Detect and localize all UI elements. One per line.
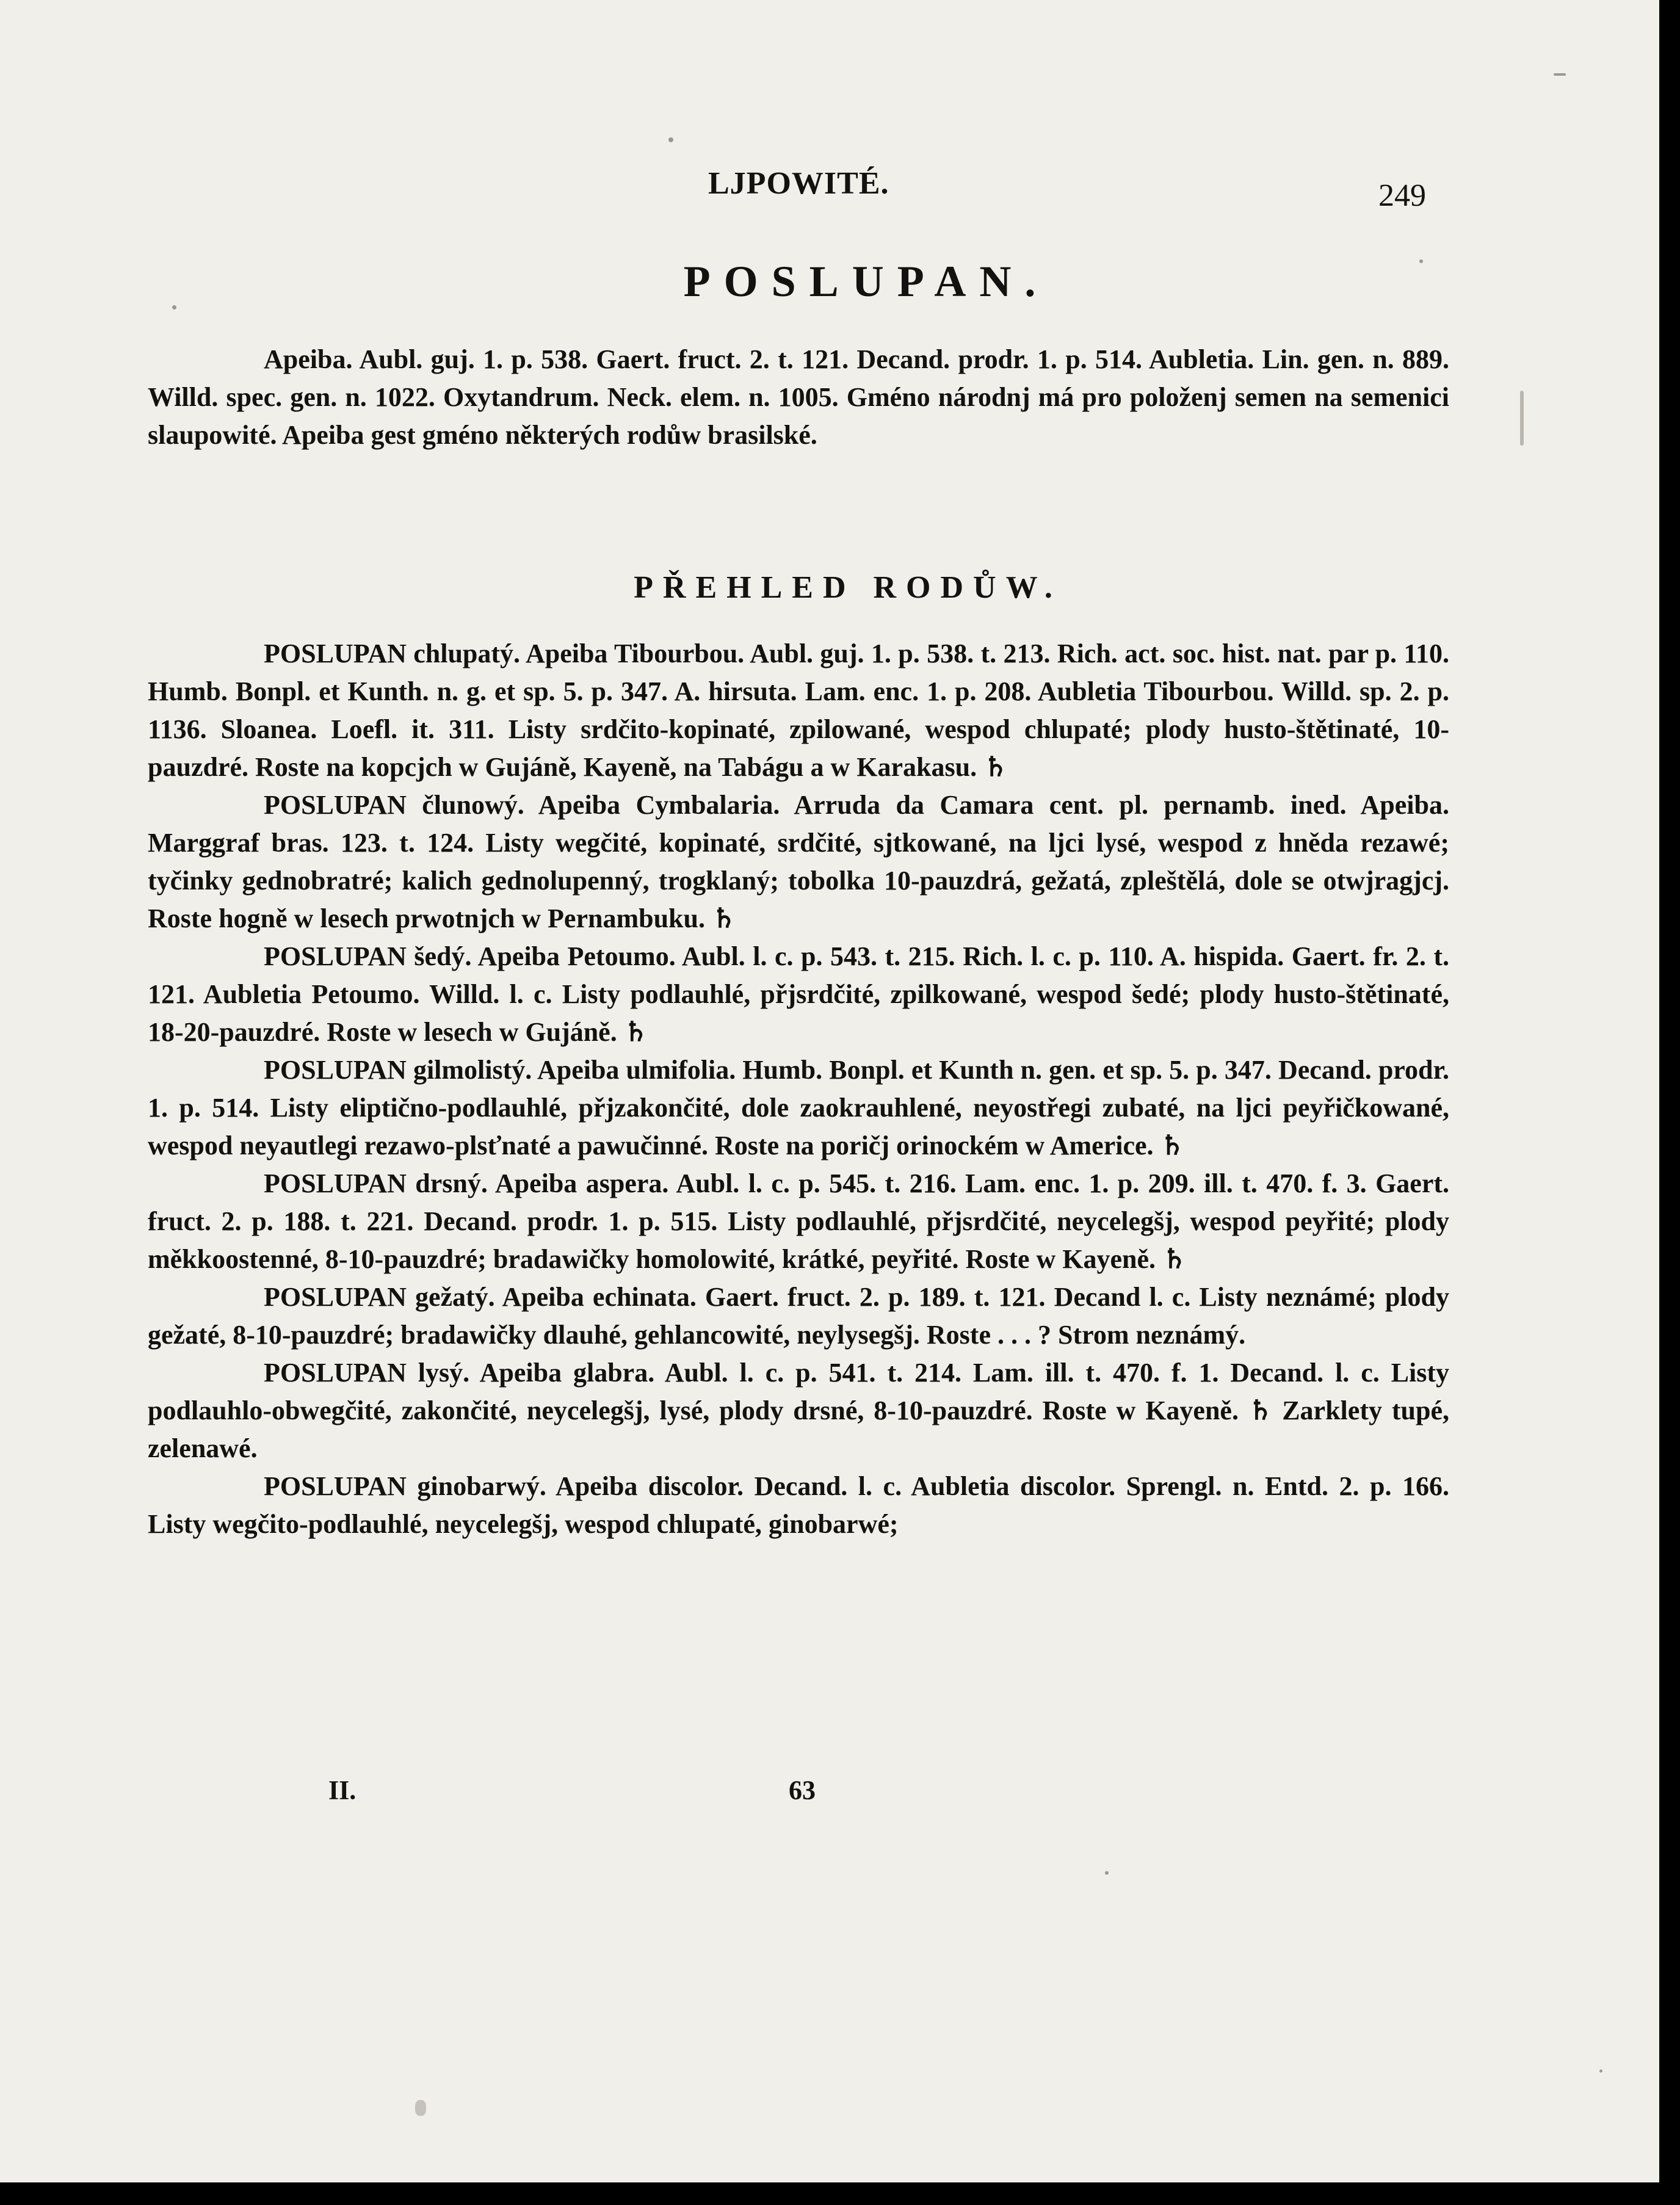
species-entry: POSLUPAN gežatý. Apeiba echinata. Gaert. fruct. 2. p. 189. t. 121. Decand l. c. Listy neznámé; plody gežaté, 8-10-pauzdré; bradawičky dlauhé, gehlancowité, neylysegšj. Roste . . . ? Strom neznámý. <box>148 1282 1449 1350</box>
intro-paragraph <box>148 341 1449 454</box>
page-number: 249 <box>1378 178 1426 213</box>
species-entry: POSLUPAN lysý. Apeiba glabra. Aubl. l. c. p. 541. t. 214. Lam. ill. t. 470. f. 1. Decand. l. c. Listy podlauhlo-obwegčité, zakončité, neycelegšj, lysé, plody drsné, 8-10-pauzdré. Roste w Kayeně. ♄ Zarklety tupé, zelenawé. <box>148 1358 1449 1463</box>
species-entry: POSLUPAN chlupatý. Apeiba Tibourbou. Aubl. guj. 1. p. 538. t. 213. Rich. act. soc. hist. nat. par p. 110. Humb. Bonpl. et Kunth. n. g. et sp. 5. p. 347. A. hirsuta. Lam. enc. 1. p. 208. Aubletia Tibourbou. Willd. sp. 2. p. 1136. Sloanea. Loefl. it. 311. Listy srdčito-kopinaté, zpilowané, wespod chlupaté; plody husto-štětinaté, 10-pauzdré. Roste na kopcjch w Gujáně, Kayeně, na Tabágu a w Karakasu. ♄ <box>148 639 1449 782</box>
species-entry: POSLUPAN ginobarwý. Apeiba discolor. Decand. l. c. Aubletia discolor. Sprengl. n. Entd. 2. p. 166. Listy wegčito-podlauhlé, neycelegšj, wespod chlupaté, ginobarwé; <box>148 1471 1449 1539</box>
species-entry: POSLUPAN šedý. Apeiba Petoumo. Aubl. l. c. p. 543. t. 215. Rich. l. c. p. 110. A. hispida. Gaert. fr. 2. t. 121. Aubletia Petoumo. Willd. l. c. Listy podlauhlé, přjsrdčité, zpilkowané, wespod šedé; plody husto-štětinaté, 18-20-pauzdré. Roste w lesech w Gujáně. ♄ <box>148 941 1449 1047</box>
genus-title: POSLUPAN. <box>683 257 1049 306</box>
species-entry: POSLUPAN člunowý. Apeiba Cymbalaria. Arruda da Camara cent. pl. pernamb. ined. Apeiba. Marggraf bras. 123. t. 124. Listy wegčité, kopinaté, srdčité, sjtkowané, na ljci lysé, wespod z hněda rezawé; tyčinky gednobratré; kalich gednolupenný, trogklaný; tobolka 10-pauzdrá, gežatá, zpleštělá, dole se otwjragjcj. Roste hogně w lesech prwotnjch w Pernambuku. ♄ <box>148 790 1449 933</box>
running-header: LJPOWITÉ. <box>708 166 889 201</box>
species-list <box>148 635 1449 1543</box>
species-entry: POSLUPAN gilmolistý. Apeiba ulmifolia. Humb. Bonpl. et Kunth n. gen. et sp. 5. p. 347. Decand. prodr. 1. p. 514. Listy eliptično-podlauhlé, přjzakončité, dole zaokrauhlené, neyostřegi zubaté, na ljci peyřičkowané, wespod neyautlegi rezawo-plsťnaté a pawučinné. Roste na poričj orinockém w Americe. ♄ <box>148 1055 1449 1160</box>
signature-mark: II. <box>328 1775 357 1805</box>
species-entry: POSLUPAN drsný. Apeiba aspera. Aubl. l. c. p. 545. t. 216. Lam. enc. 1. p. 209. ill. t. 470. f. 3. Gaert. fruct. 2. p. 188. t. 221. Decand. prodr. 1. p. 515. Listy podlauhlé, přjsrdčité, neycelegšj, wespod peyřité; plody měkkoostenné, 8-10-pauzdré; bradawičky homolowité, krátké, peyřité. Roste w Kayeně. ♄ <box>148 1168 1449 1274</box>
section-title: PŘEHLED RODŮW. <box>634 570 1062 605</box>
intro-text: Apeiba. Aubl. guj. 1. p. 538. Gaert. fruct. 2. t. 121. Decand. prodr. 1. p. 514. Aubletia. Lin. gen. n. 889. Willd. spec. gen. n. 1022. Oxytandrum. Neck. elem. n. 1005. Gméno národnj má pro položenj semen na semenici slaupowité. Apeiba gest gméno některých rodůw brasilské. <box>148 344 1449 450</box>
folio-number: 63 <box>789 1775 816 1805</box>
